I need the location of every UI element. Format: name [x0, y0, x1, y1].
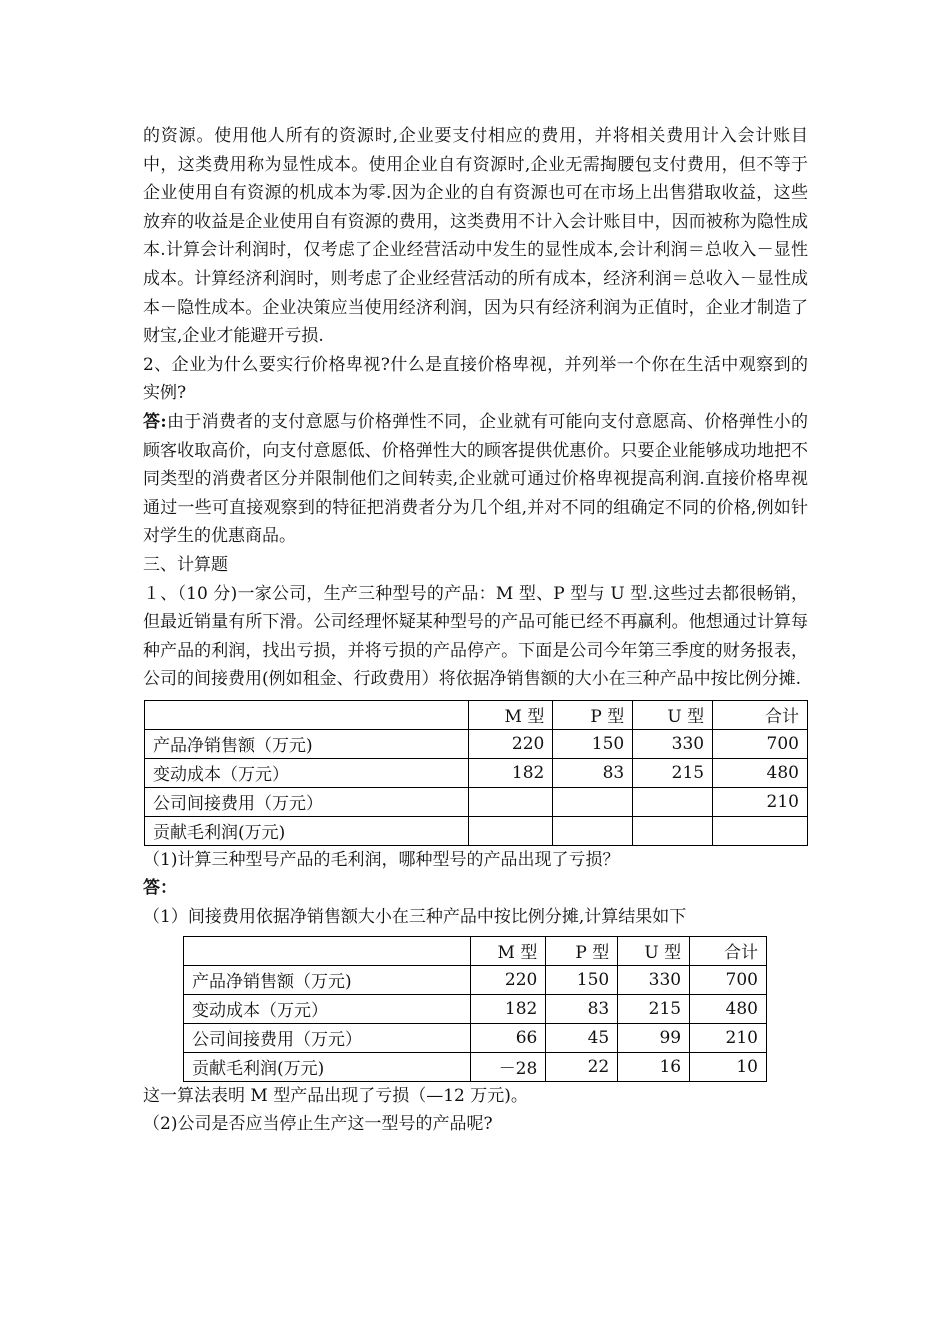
table-cell: 公司间接费用（万元）: [184, 1023, 471, 1052]
table-row: [145, 816, 808, 845]
question-price-discrimination: 2、企业为什么要实行价格卑视?什么是直接价格卑视，并列举一个你在生活中观察到的实例?: [143, 354, 808, 404]
table-cell: 变动成本（万元）: [145, 758, 469, 787]
answer-2-label: [143, 874, 808, 903]
table-row: [145, 758, 808, 787]
table-cell: 480: [690, 994, 767, 1023]
table-cell: 700: [713, 729, 808, 758]
table-row: [145, 729, 808, 758]
answer-2-intro: （1）间接费用依据净销售额大小在三种产品中按比例分摊,计算结果如下: [143, 907, 687, 928]
answer-text: 由于消费者的支付意愿与价格弹性不同，企业就有可能向支付意愿高、价格弹性小的顾客收取高价，向支付意愿低、价格弹性大的顾客提供优惠价。只要企业能够成功地把不同类型的消费者区分并限制他们之间转卖,企业就可通过价格卑视提高利润.直接价格卑视通过一些可直接观察到的特征把消费者分为几个组,并对不同的组确定不同的价格,例如针对学生的优惠商品。: [143, 411, 809, 547]
allocation-table: [183, 936, 767, 1082]
table-cell: 83: [546, 994, 618, 1023]
table-cell: [633, 816, 713, 845]
table-cell: 产品净销售额（万元): [184, 965, 471, 994]
question-1: （1)计算三种型号产品的毛利润，哪种型号的产品出现了亏损？: [143, 849, 620, 870]
table-header-cell: M 型: [471, 936, 546, 965]
table-cell: 480: [713, 758, 808, 787]
table-cell: 贡献毛利润(万元): [184, 1052, 471, 1081]
table-row: [184, 994, 767, 1023]
table-cell: 220: [471, 965, 546, 994]
table-cell: 150: [546, 965, 618, 994]
table-cell: －28: [471, 1052, 546, 1081]
answer-label: 答:: [143, 411, 167, 432]
table-cell: 700: [690, 965, 767, 994]
financial-table: [144, 700, 808, 846]
table-row: [145, 787, 808, 816]
table-cell: 220: [469, 729, 553, 758]
table-cell: 贡献毛利润(万元): [145, 816, 469, 845]
table-cell: [469, 787, 553, 816]
table-cell: 215: [633, 758, 713, 787]
table-cell: 182: [471, 994, 546, 1023]
table-header-cell: [145, 700, 469, 729]
table-header-cell: U 型: [633, 700, 713, 729]
table-row: [184, 1052, 767, 1081]
table-cell: 变动成本（万元）: [184, 994, 471, 1023]
table-cell: 产品净销售额（万元): [145, 729, 469, 758]
table-header-cell: P 型: [546, 936, 618, 965]
table-row: [184, 965, 767, 994]
document-page: [143, 122, 808, 1139]
table-cell: 215: [618, 994, 690, 1023]
table-cell: 182: [469, 758, 553, 787]
table-cell: 330: [618, 965, 690, 994]
table-cell: 210: [690, 1023, 767, 1052]
table-header-cell: [184, 936, 471, 965]
table-cell: [553, 787, 633, 816]
table-cell: 150: [553, 729, 633, 758]
problem-statement: １、（10 分)一家公司，生产三种型号的产品：M 型、P 型与 U 型.这些过去都很畅销，但最近销量有所下滑。公司经理怀疑某种型号的产品可能已经不再赢利。他想通过计算每种产品的利润，找出亏损，并将亏损的产品停产。下面是公司今年第三季度的财务报表，公司的间接费用(例如租金、行政费用）将依据净销售额的大小在三种产品中按比例分摊.: [143, 583, 808, 690]
table-cell: 83: [553, 758, 633, 787]
table-row: [184, 1023, 767, 1052]
table-cell: 66: [471, 1023, 546, 1052]
table-cell: 公司间接费用（万元）: [145, 787, 469, 816]
table-header-cell: M 型: [469, 700, 553, 729]
table-cell: [633, 787, 713, 816]
table-header-cell: 合计: [713, 700, 808, 729]
question-2: （2)公司是否应当停止生产这一型号的产品呢?: [143, 1114, 493, 1135]
answer-paragraph: [143, 408, 808, 551]
table-cell: 45: [546, 1023, 618, 1052]
table-cell: 210: [713, 787, 808, 816]
table-header-cell: 合计: [690, 936, 767, 965]
section-heading: 三、计算题: [143, 554, 228, 575]
table-header-cell: U 型: [618, 936, 690, 965]
table-header-row: [184, 936, 767, 965]
table-cell: 99: [618, 1023, 690, 1052]
answer-2-label-text: 答：: [143, 878, 177, 899]
table-cell: 330: [633, 729, 713, 758]
conclusion: 这一算法表明 M 型产品出现了亏损（—12 万元)。: [143, 1085, 528, 1106]
table-cell: 22: [546, 1052, 618, 1081]
paragraph-resources: 的资源。使用他人所有的资源时,企业要支付相应的费用，并将相关费用计入会计账目中，这类费用称为显性成本。使用企业自有资源时,企业无需掏腰包支付费用，但不等于企业使用自有资源的机成本为零.因为企业的自有资源也可在市场上出售猎取收益，这些放弃的收益是企业使用自有资源的费用，这类费用不计入会计账目中，因而被称为隐性成本.计算会计利润时，仅考虑了企业经营活动中发生的显性成本,会计利润＝总收入－显性成本。计算经济利润时，则考虑了企业经营活动的所有成本，经济利润＝总收入－显性成本－隐性成本。企业决策应当使用经济利润，因为只有经济利润为正值时，企业才制造了财宝,企业才能避开亏损.: [143, 126, 808, 347]
table-cell: 10: [690, 1052, 767, 1081]
table-cell: [713, 816, 808, 845]
table-header-row: [145, 700, 808, 729]
table-header-cell: P 型: [553, 700, 633, 729]
table-cell: 16: [618, 1052, 690, 1081]
table-cell: [469, 816, 553, 845]
table-cell: [553, 816, 633, 845]
